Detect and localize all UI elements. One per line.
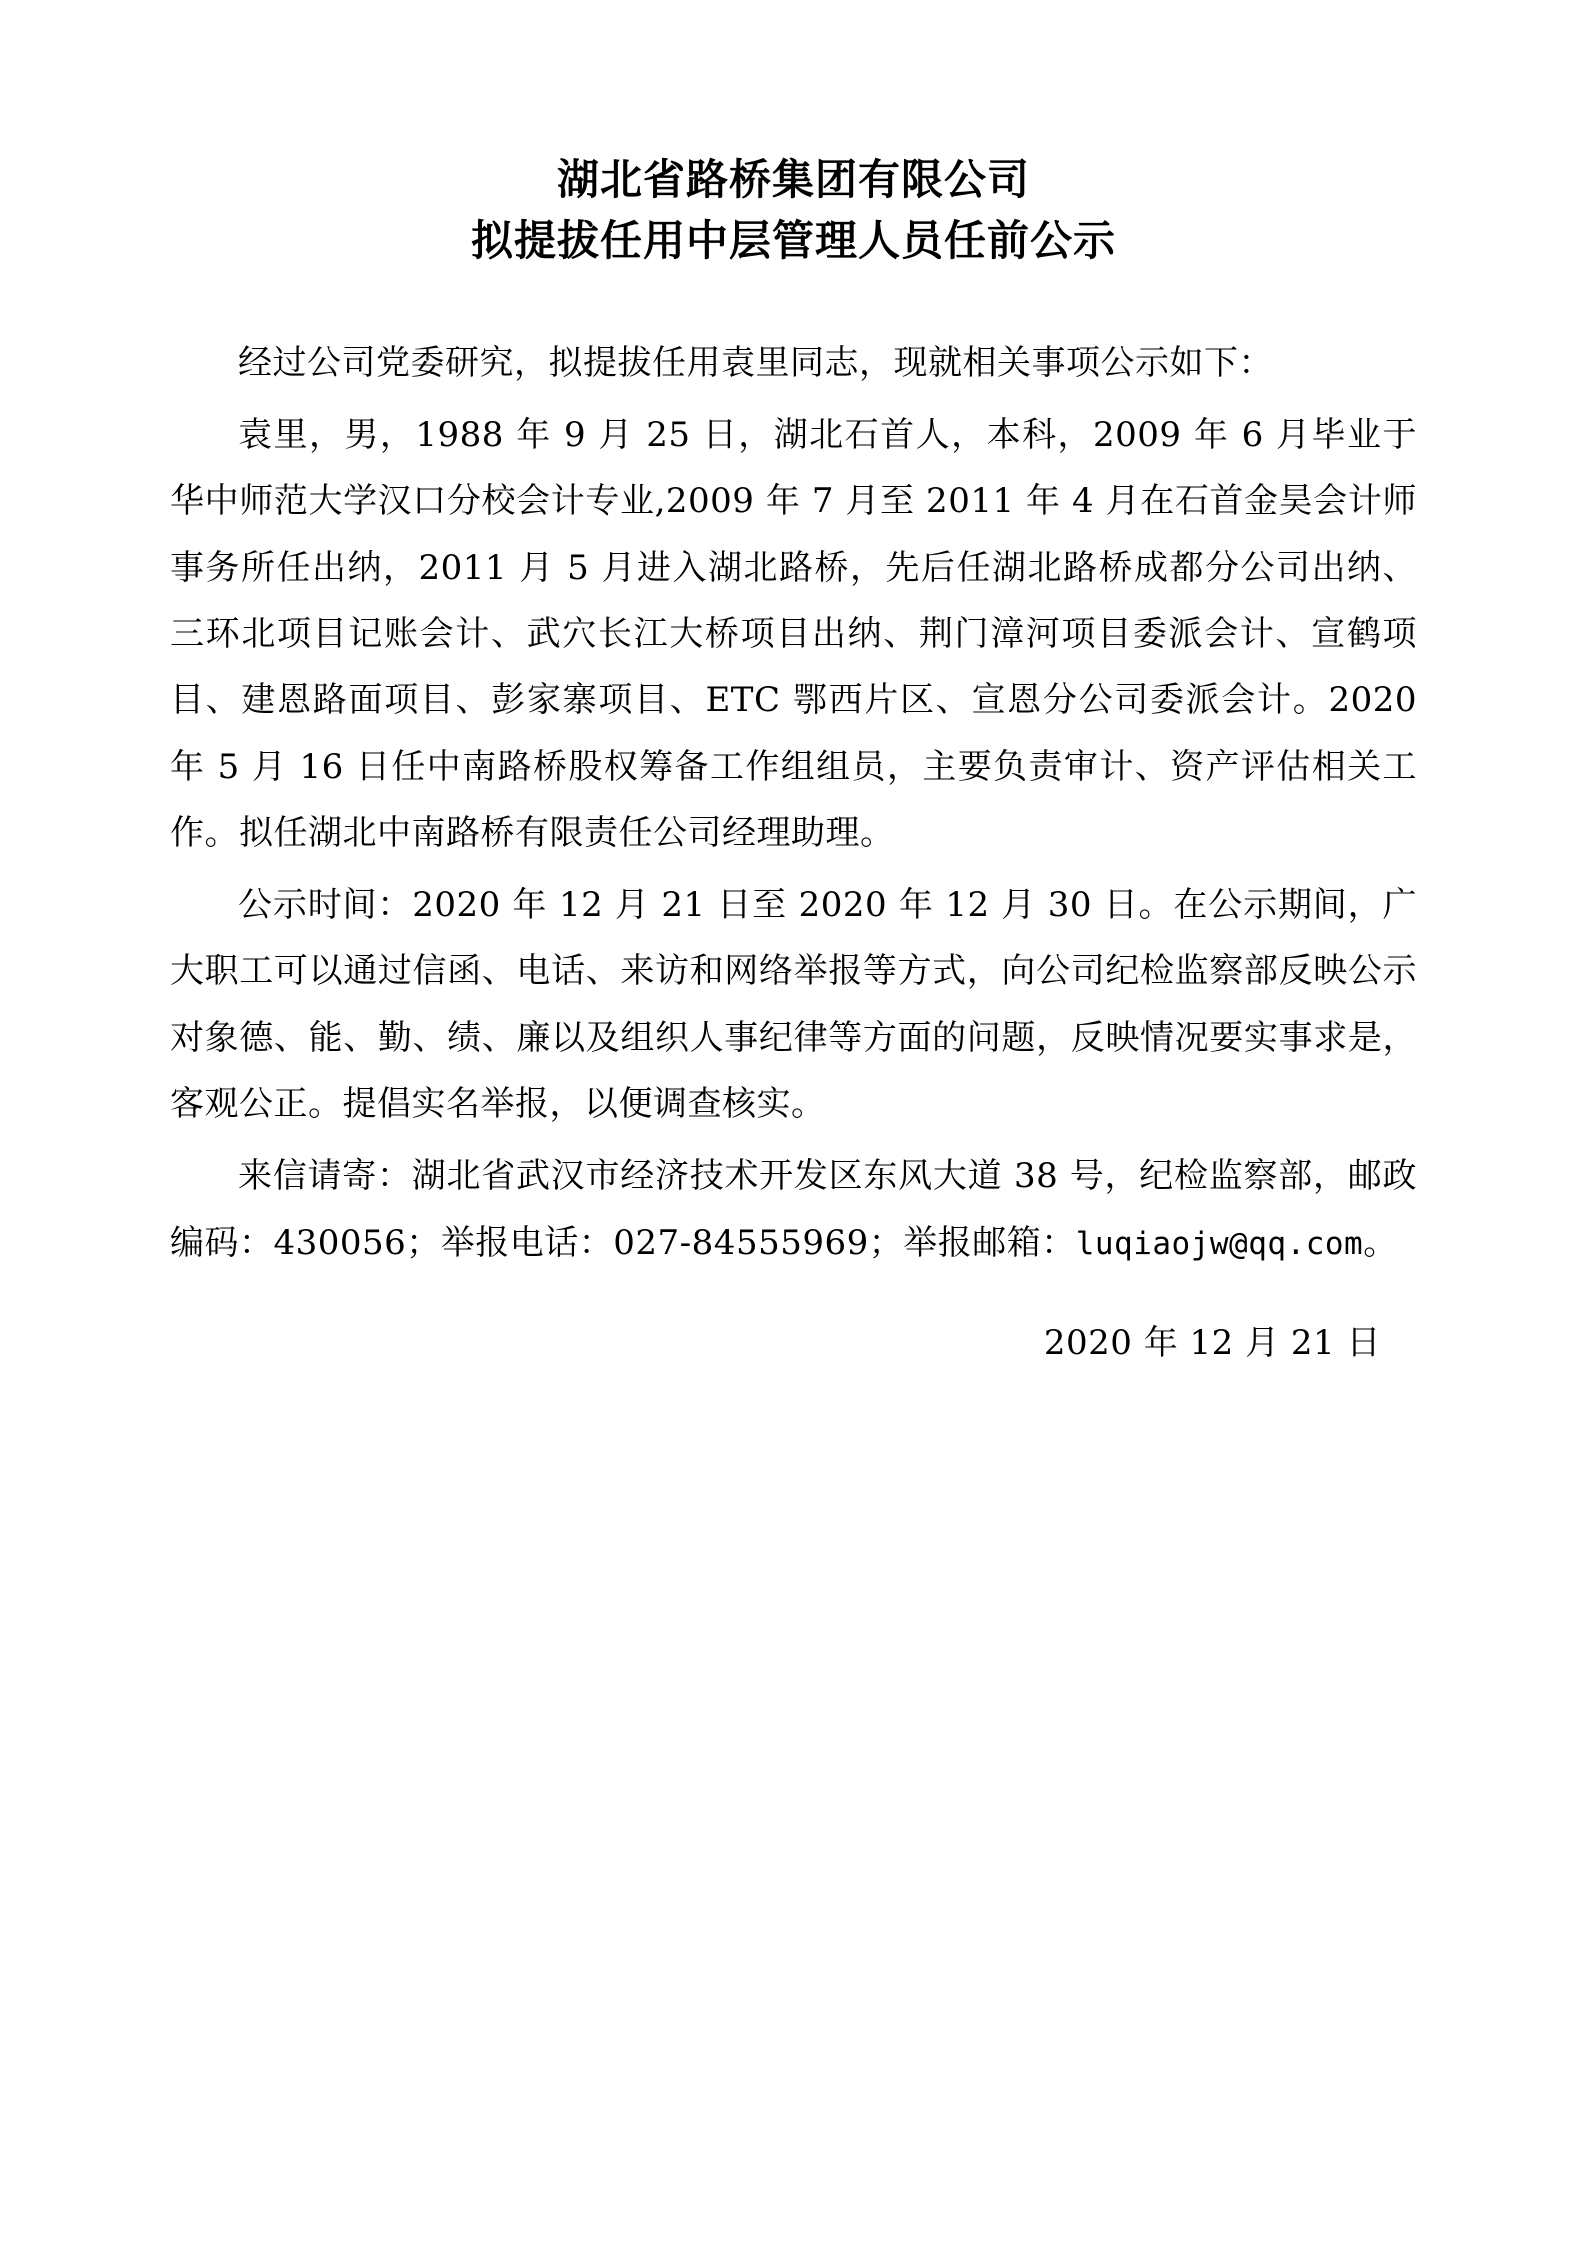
- paragraph-notice-period: 公示时间：2020 年 12 月 21 日至 2020 年 12 月 30 日。在公示期间，广大职工可以通过信函、电话、来访和网络举报等方式，向公司纪检监察部反映公示对象德、能、勤、绩、廉以及组织人事纪律等方面的问题，反映情况要实事求是，客观公正。提倡实名举报，以便调查核实。: [170, 885, 1417, 1125]
- contact-email: luqiaojw@qq.com: [1075, 1225, 1364, 1262]
- paragraph-contact: [170, 1143, 1417, 1276]
- sign-date: 2020 年 12 月 21 日: [1043, 1322, 1381, 1363]
- title-line-2: 拟提拔任用中层管理人员任前公示: [470, 215, 1116, 265]
- title-line-1: 湖北省路桥集团有限公司: [556, 155, 1030, 204]
- page-title: [170, 150, 1417, 272]
- paragraph-biography: 袁里，男，1988 年 9 月 25 日，湖北石首人，本科，2009 年 6 月毕业于华中师范大学汉口分校会计专业,2009 年 7 月至 2011 年 4 月在石首金昊会计师事务所任出纳，2011 月 5 月进入湖北路桥，先后任湖北路桥成都分公司出纳、三环北项目记账会计、武穴长江大桥项目出纳、荆门漳河项目委派会计、宣鹤项目、建恩路面项目、彭家寨项目、ETC 鄂西片区、宣恩分公司委派会计。2020 年 5 月 16 日任中南路桥股权筹备工作组组员，主要负责审计、资产评估相关工作。拟任湖北中南路桥有限责任公司经理助理。: [170, 415, 1417, 853]
- contact-text-before: 来信请寄：湖北省武汉市经济技术开发区东风大道 38 号，纪检监察部，邮政编码：430056；举报电话：027-84555969；举报邮箱：: [170, 1156, 1417, 1263]
- contact-text-after: 。: [1363, 1222, 1398, 1263]
- paragraph-intro: 经过公司党委研究，拟提拔任用袁里同志，现就相关事项公示如下：: [238, 342, 1273, 383]
